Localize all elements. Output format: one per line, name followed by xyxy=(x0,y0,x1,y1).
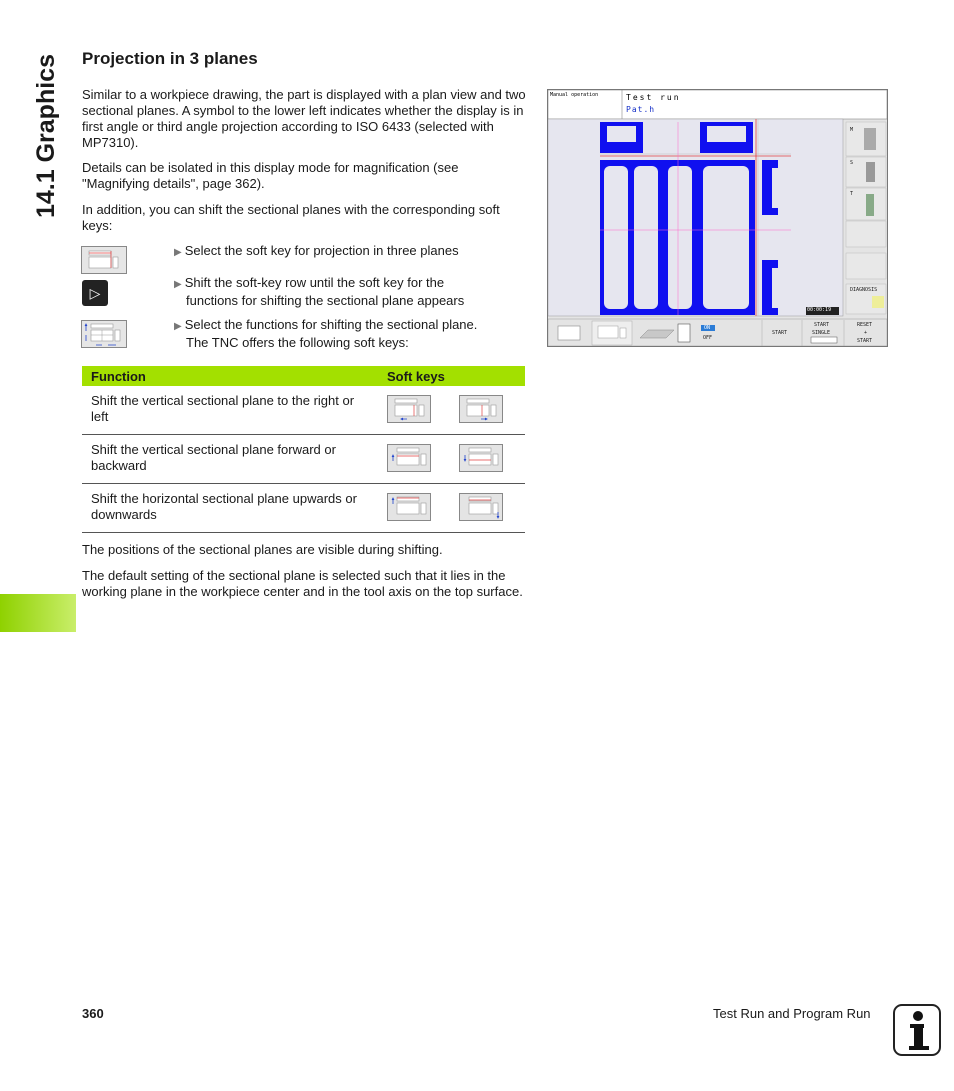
step-select-shift-functions xyxy=(174,317,524,351)
step-arrow-icon: ▶ xyxy=(174,247,182,258)
page-number: 360 xyxy=(82,1006,104,1021)
function-description: Shift the vertical sectional plane to the right or left xyxy=(82,386,378,435)
table-header-softkeys: Soft keys xyxy=(378,366,525,386)
details-paragraph: Details can be isolated in this display mode for magnification (see "Magnifying details", page 362). xyxy=(82,160,459,191)
chapter-footer: Test Run and Program Run xyxy=(713,1006,871,1021)
chapter-title: 14.1 Graphics xyxy=(32,54,60,218)
step-line-continued: functions for shifting the sectional plane appears xyxy=(186,293,465,308)
chapter-tab-marker xyxy=(0,594,76,632)
reset-softkey-line1: RESET xyxy=(857,322,873,328)
default-setting-paragraph: The default setting of the sectional plane is selected such that it lies in the working plane in the workpiece center and in the tool axis on the top surface. xyxy=(82,568,523,599)
shift-plane-softkey-icon xyxy=(81,320,127,348)
shift-right-softkey-icon xyxy=(459,395,503,423)
chapter-sidebar xyxy=(22,40,66,220)
off-label: OFF xyxy=(703,335,713,341)
start-single-softkey-line1: START xyxy=(814,322,830,328)
step-select-projection xyxy=(174,243,524,261)
s-function-key: S xyxy=(850,160,854,166)
softkey-function-table xyxy=(82,366,525,533)
positions-paragraph: The positions of the sectional planes are visible during shifting. xyxy=(82,542,443,557)
function-description: Shift the vertical sectional plane forward or backward xyxy=(82,435,378,484)
info-icon xyxy=(893,1004,941,1056)
m-function-key: M xyxy=(850,127,854,133)
softkey-cell xyxy=(378,435,525,484)
section-heading: Projection in 3 planes xyxy=(82,49,258,68)
step-arrow-icon: ▶ xyxy=(174,279,182,290)
step-shift-row xyxy=(174,275,524,309)
table-row xyxy=(82,435,525,484)
start-single-softkey-line2: SINGLE xyxy=(812,330,831,336)
shift-left-softkey-icon xyxy=(387,395,431,423)
t-function-key: T xyxy=(850,191,854,197)
step-line-continued: The TNC offers the following soft keys: xyxy=(186,335,409,350)
screen-clock: 00:00:19 xyxy=(807,307,832,313)
shift-forward-softkey-icon xyxy=(387,444,431,472)
start-softkey: START xyxy=(772,330,788,336)
tnc-screen-illustration xyxy=(547,89,888,347)
shift-down-softkey-icon xyxy=(459,493,503,521)
screen-mode-label: Manual operation xyxy=(550,92,599,98)
shift-up-softkey-icon xyxy=(387,493,431,521)
table-header-function: Function xyxy=(82,366,378,386)
step-line: Select the functions for shifting the sectional plane. xyxy=(184,317,478,332)
step-line: Select the soft key for projection in three planes xyxy=(184,243,459,258)
softkey-cell xyxy=(378,386,525,435)
on-label: ON xyxy=(704,325,711,331)
shift-paragraph: In addition, you can shift the sectional planes with the corresponding soft keys: xyxy=(82,202,500,233)
shift-backward-softkey-icon xyxy=(459,444,503,472)
diagnosis-key: DIAGNOSIS xyxy=(850,287,878,293)
step-line: Shift the soft-key row until the soft key for the xyxy=(184,275,445,290)
softkey-cell xyxy=(378,484,525,533)
reset-softkey-line2: + xyxy=(864,330,868,336)
function-description: Shift the horizontal sectional plane upwards or downwards xyxy=(82,484,378,533)
intro-paragraph: Similar to a workpiece drawing, the part is displayed with a plan view and two sectional planes. A symbol to the lower left indicates whether the display is in first angle or third angle projection according to ISO 6433 (selected with MP7310). xyxy=(82,87,526,150)
next-softkey-row-icon: ▷ xyxy=(82,280,108,306)
table-row xyxy=(82,484,525,533)
reset-softkey-line3: START xyxy=(857,338,873,344)
three-plane-softkey-icon xyxy=(81,246,127,274)
screen-title: Test run xyxy=(626,93,681,102)
table-row xyxy=(82,386,525,435)
screen-file-name: Pat.h xyxy=(626,105,656,114)
step-arrow-icon: ▶ xyxy=(174,321,182,332)
